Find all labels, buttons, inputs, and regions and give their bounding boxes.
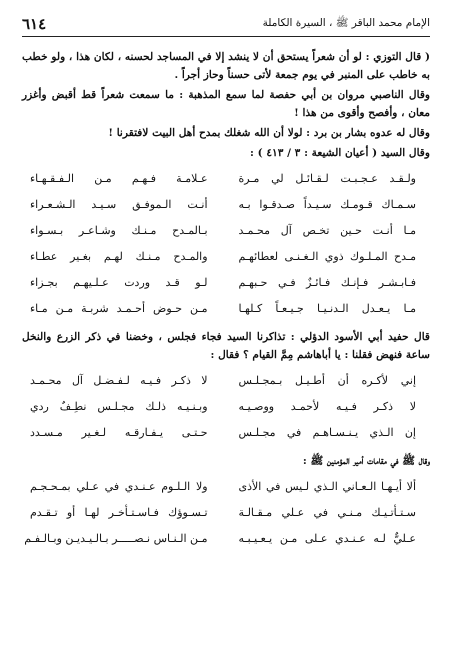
second-hemistich: أنـت الـموفـق سـيـد الـشـعـراء	[30, 198, 208, 211]
poem-block	[22, 368, 430, 446]
second-hemistich: تـسـوؤك فـاسـتـأخـر لهـا أو تـقـدم	[30, 506, 208, 519]
second-hemistich: مـن الـنـاس نـصـــــر بـالـيـديـن وبـالـفـم	[24, 532, 208, 545]
first-hemistich: لا ذكـر فـيـه لأحمـد ووصـيـه	[238, 400, 416, 413]
prose-paragraph: قال حفيد أبي الأسود الدؤلي : تذاكرنا السيد فجاء فجلس ، وخضنا في ذكر الزرع والنخل ساعة فنهض فقلنا : يا أباهاشم مِمَّ القيام ؟ فقال :	[22, 331, 430, 361]
verse-line	[22, 420, 430, 446]
verse-line	[22, 394, 430, 420]
first-hemistich: فـابـشـر فـإنـك فـائـزٌ فـي حـبهـم	[238, 276, 416, 289]
verse-line	[22, 270, 430, 296]
second-hemistich: لا ذكـر فـيـه لـفـضـل آل محـمـد	[30, 374, 208, 387]
first-hemistich: مـدح المـلـوك ذوي الـغـنـى لعطائهـم	[238, 250, 416, 263]
first-hemistich: إني لأكـره أن أطـيـل بـمجـلـس	[238, 374, 416, 387]
verse-line	[22, 526, 430, 552]
second-hemistich: والمـدح مـنـك لهـم بغـير عطـاء	[30, 250, 208, 263]
second-hemistich: لـو قـد وردت عـلـيهـم بجـزاء	[30, 276, 208, 289]
source-line: وقال ﷺ في مقامات أمير المؤمنين ﷺ :	[302, 455, 430, 467]
poem-block	[22, 474, 430, 552]
first-hemistich: سـتـأتـيـك مـنـي في عـلي مـقـالـة	[238, 506, 416, 519]
source-line: وقال السيد ( أعيان الشيعة : ٣ / ٤١٣ ) :	[250, 147, 430, 159]
page-header	[22, 12, 430, 37]
second-hemistich: بـالمـدح مـنـك وشـاعـر بـسـواء	[30, 224, 208, 237]
verse-line	[22, 296, 430, 322]
first-hemistich: ولـقـد عـجـبـت لـقـائـل لي مـرة	[238, 172, 416, 185]
first-hemistich: سـمـاك قـومـك سـيـداً صـدقـوا بـه	[238, 198, 416, 211]
verse-line	[22, 368, 430, 394]
second-hemistich: حـتـى يـفـارقـه لـغـير مـسـدد	[30, 426, 208, 439]
verse-line	[22, 166, 430, 192]
second-hemistich: ولا الـلـوم عـنـدي في عـلي بمـحـجـم	[30, 480, 208, 493]
prose-paragraph: وقال له عدوه بشار بن برد : لولا أن الله شغلك بمدح أهل البيت لافتقرنا !	[108, 127, 430, 139]
verse-line	[22, 500, 430, 526]
poem-block	[22, 166, 430, 322]
first-hemistich: مـا أنـت حـين تخـص آل محـمـد	[238, 224, 416, 237]
verse-line	[22, 218, 430, 244]
second-hemistich: عـلامـة فـهـم مـن الـفـقـهـاء	[30, 172, 208, 185]
verse-line	[22, 192, 430, 218]
first-hemistich: عـليٌّ لـه عـنـدي عـلى مـن يـعـيـبـه	[238, 532, 416, 545]
prose-paragraph: وقال الناصبي مروان بن أبي حفصة لما سمع المذهبة : ما سمعت شعراً قط أقبض وأغزر معان ، وأفصح وأقوى من هذا !	[22, 89, 430, 119]
verse-line	[22, 244, 430, 270]
verse-line	[22, 474, 430, 500]
first-hemistich: إن الـذي يـنـسـاهـم في مجـلـس	[238, 426, 416, 439]
page-body	[22, 48, 430, 558]
first-hemistich: ألا أيـهـا الـعـاني الـذي لـيس في الأذى	[238, 480, 416, 493]
prose-paragraph: ( قال التوزي : لو أن شعراً يستحق أن لا ينشد إلا في المساجد لحسنه ، لكان هذا ، ولو خطب به خاطب على المنبر في يوم جمعة لأتى حسناً وحاز أجراً .	[22, 51, 430, 81]
page-number: ٦١٤	[22, 15, 47, 33]
running-title: الإمام محمد الباقر ﷺ ، السيرة الكاملة	[262, 16, 430, 29]
second-hemistich: مـن حـوض أحـمـد شربـة مـن مـاء	[30, 302, 208, 315]
first-hemistich: مـا يـعـدل الـدنـيـا جـيـعـاً كـلهـا	[238, 302, 416, 315]
second-hemistich: وبـنـيـه ذلـك مجـلـس نطِـفٌ ردي	[30, 400, 208, 413]
